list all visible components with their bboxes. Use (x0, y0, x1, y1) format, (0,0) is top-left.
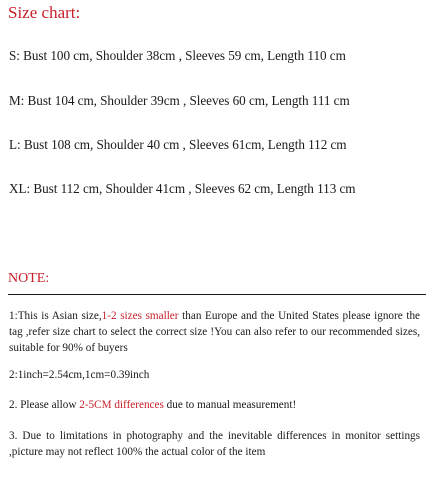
note-asian-size-highlight: 1-2 sizes smaller (101, 310, 179, 322)
size-row-xl: XL: Bust 112 cm, Shoulder 41cm , Sleeves 62 cm, Length 113 cm (9, 181, 356, 196)
size-row-m: M: Bust 104 cm, Shoulder 39cm , Sleeves 60 cm, Length 111 cm (9, 93, 350, 108)
note-asian-size-suffix: than Europe and the United States please ignore the tag ,refer size chart to select the correct size !You can also refer to our recommended sizes, suitable for 90% of buyers (9, 310, 421, 354)
size-row-l: L: Bust 108 cm, Shoulder 40 cm , Sleeves 61cm, Length 112 cm (9, 137, 347, 152)
size-chart-title: Size chart: (8, 3, 81, 22)
note-divider (8, 294, 426, 295)
note-color-difference: 3. Due to limitations in photography and the inevitable differences in monitor settings ,picture may not reflect 100% the actual color of the item (9, 430, 420, 458)
note-unit-conversion: 2:1inch=2.54cm,1cm=0.39inch (9, 369, 150, 381)
note-measurement-difference (9, 399, 296, 411)
note-measurement-prefix: 2. Please allow (9, 399, 80, 411)
note-measurement-suffix: due to manual measurement! (163, 399, 297, 411)
size-row-s: S: Bust 100 cm, Shoulder 38cm , Sleeves 59 cm, Length 110 cm (9, 48, 346, 63)
note-heading: NOTE: (8, 271, 50, 286)
note-measurement-highlight: 2-5CM differences (79, 399, 164, 411)
note-asian-size-prefix: 1:This is Asian size, (9, 310, 102, 322)
note-asian-size (9, 308, 420, 356)
